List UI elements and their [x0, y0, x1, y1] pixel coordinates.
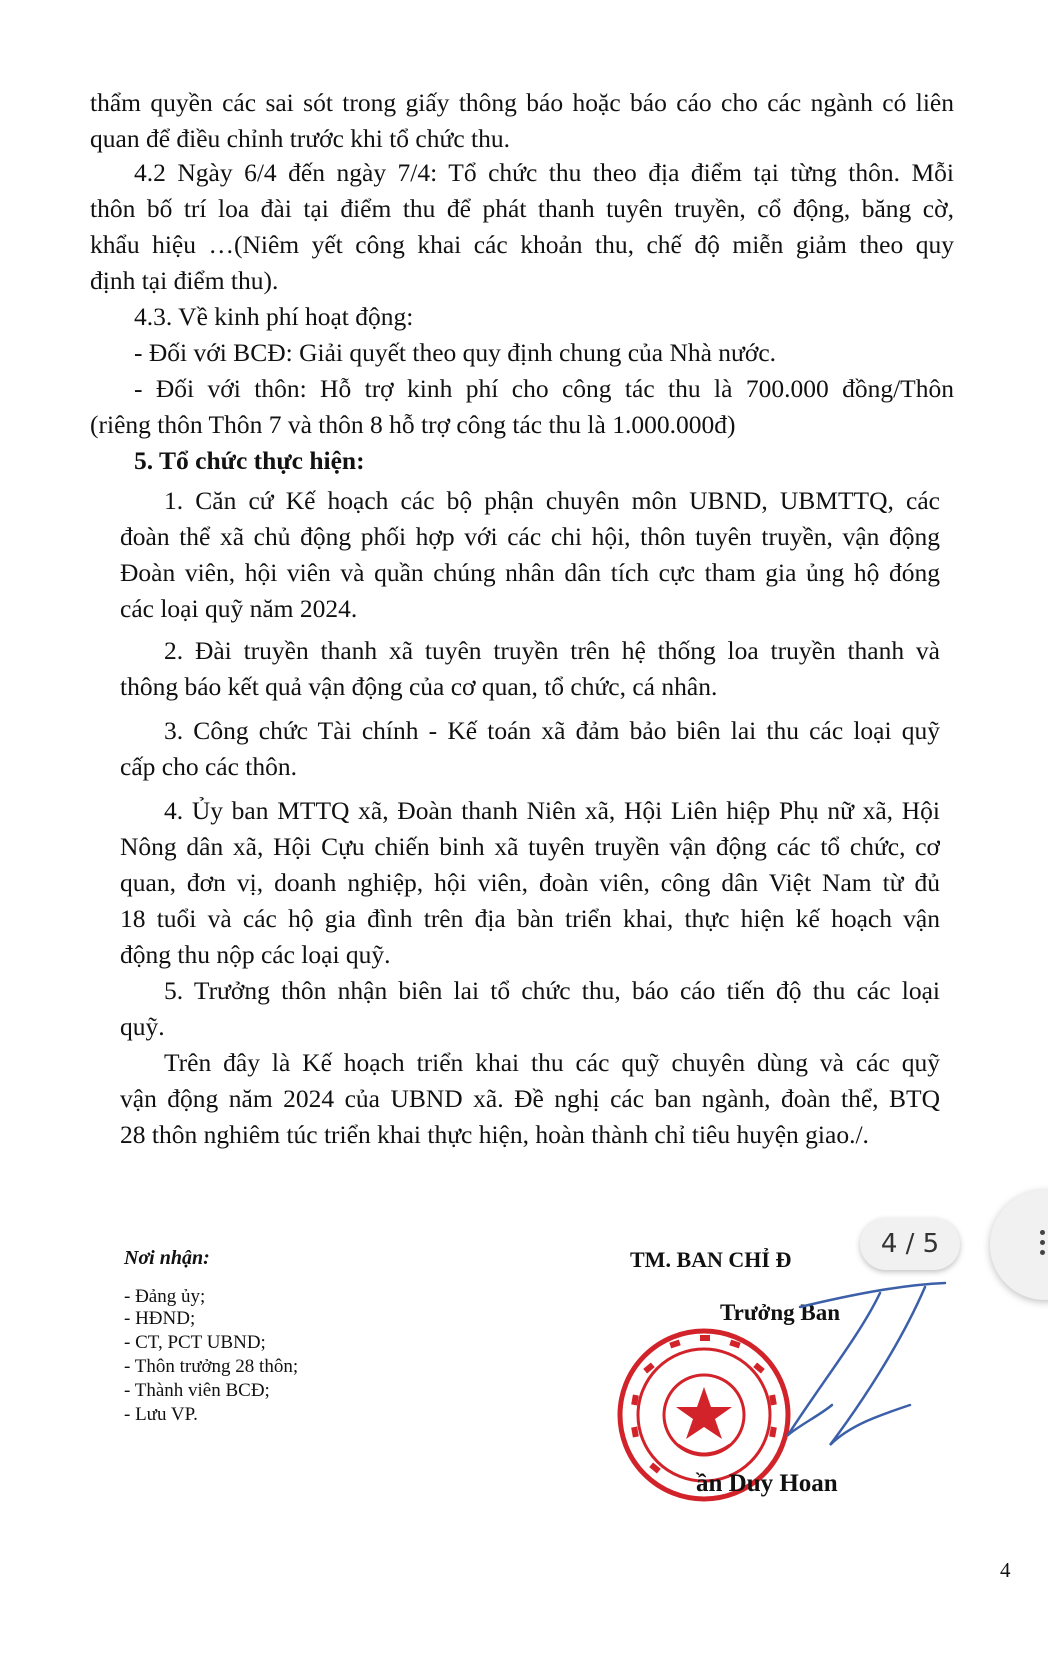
page-number: 4 [1000, 1558, 1011, 1582]
body-line: 5. Trưởng thôn nhận biên lai tổ chức thu, báo cáo tiến độ thu các loại [164, 976, 940, 1005]
body-line: 3. Công chức Tài chính - Kế toán xã đảm bảo biên lai thu các loại quỹ [164, 716, 940, 745]
body-line: cấp cho các thôn. [120, 752, 297, 781]
body-line: 18 tuổi và các hộ gia đình trên địa bàn triển khai, thực hiện kế hoạch vận [120, 904, 940, 933]
signature-org-title: TM. BAN CHỈ Đ [630, 1247, 792, 1272]
body-line: quan, đơn vị, doanh nghiệp, hội viên, đoàn viên, công dân Việt Nam từ đủ [120, 868, 940, 897]
body-line: - Đối với thôn: Hỗ trợ kinh phí cho công tác thu là 700.000 đồng/Thôn [134, 374, 954, 403]
body-line: 4. Ủy ban MTTQ xã, Đoàn thanh Niên xã, Hội Liên hiệp Phụ nữ xã, Hội [164, 796, 940, 825]
body-line: quan để điều chỉnh trước khi tổ chức thu. [90, 124, 510, 153]
recipient-item: - Thôn trưởng 28 thôn; [124, 1356, 299, 1377]
recipient-item: - Lưu VP. [124, 1404, 198, 1425]
body-line: 28 thôn nghiêm túc triển khai thực hiện, hoàn thành chỉ tiêu huyện giao./. [120, 1120, 869, 1149]
body-line: đoàn thể xã chủ động phối hợp với các chi hội, thôn tuyên truyền, vận động [120, 522, 940, 551]
body-line: - Đối với BCĐ: Giải quyết theo quy định chung của Nhà nước. [134, 338, 777, 367]
body-line: 4.3. Về kinh phí hoạt động: [134, 302, 414, 331]
body-line: 1. Căn cứ Kế hoạch các bộ phận chuyên môn UBND, UBMTTQ, các [164, 486, 940, 515]
body-line: Trên đây là Kế hoạch triển khai thu các quỹ chuyên dùng và các quỹ [164, 1048, 940, 1077]
drag-handle-icon[interactable] [1040, 1230, 1046, 1260]
recipient-item: - Thành viên BCĐ; [124, 1380, 270, 1401]
body-line: (riêng thôn Thôn 7 và thôn 8 hỗ trợ công tác thu là 1.000.000đ) [90, 410, 736, 439]
body-line: 4.2 Ngày 6/4 đến ngày 7/4: Tổ chức thu theo địa điểm tại từng thôn. Mỗi [134, 158, 954, 187]
recipients-title: Nơi nhận: [124, 1247, 210, 1269]
body-line: Nông dân xã, Hội Cựu chiến binh xã tuyên truyền vận động các tổ chức, cơ [120, 832, 940, 861]
signer-name: ần Duy Hoan [696, 1470, 838, 1497]
body-line: thôn bố trí loa đài tại điểm thu để phát thanh tuyên truyền, cổ động, băng cờ, [90, 194, 954, 223]
body-line: động thu nộp các loại quỹ. [120, 940, 391, 969]
body-line: 2. Đài truyền thanh xã tuyên truyền trên hệ thống loa truyền thanh và [164, 636, 940, 665]
body-line: vận động năm 2024 của UBND xã. Đề nghị các ban ngành, đoàn thể, BTQ [120, 1084, 940, 1113]
body-line: thẩm quyền các sai sót trong giấy thông báo hoặc báo cáo cho các ngành có liên [90, 88, 954, 117]
body-line: thông báo kết quả vận động của cơ quan, tổ chức, cá nhân. [120, 672, 718, 701]
body-line: quỹ. [120, 1012, 165, 1041]
recipient-item: - Đảng ủy; [124, 1286, 206, 1307]
body-line: các loại quỹ năm 2024. [120, 594, 358, 623]
section-heading: 5. Tổ chức thực hiện: [134, 446, 365, 475]
body-line: Đoàn viên, hội viên và quần chúng nhân dân tích cực tham gia ủng hộ đóng [120, 558, 940, 587]
page-indicator-badge [860, 1218, 960, 1270]
signature-position: Trưởng Ban [720, 1300, 841, 1325]
page-indicator-text: 4 / 5 [880, 1229, 940, 1259]
recipient-item: - HĐND; [124, 1308, 196, 1329]
recipient-item: - CT, PCT UBND; [124, 1332, 266, 1353]
body-line: khẩu hiệu …(Niêm yết công khai các khoản thu, chế độ miễn giảm theo quy [90, 230, 954, 259]
handwritten-signature [760, 1275, 980, 1475]
body-line: định tại điểm thu). [90, 266, 279, 295]
